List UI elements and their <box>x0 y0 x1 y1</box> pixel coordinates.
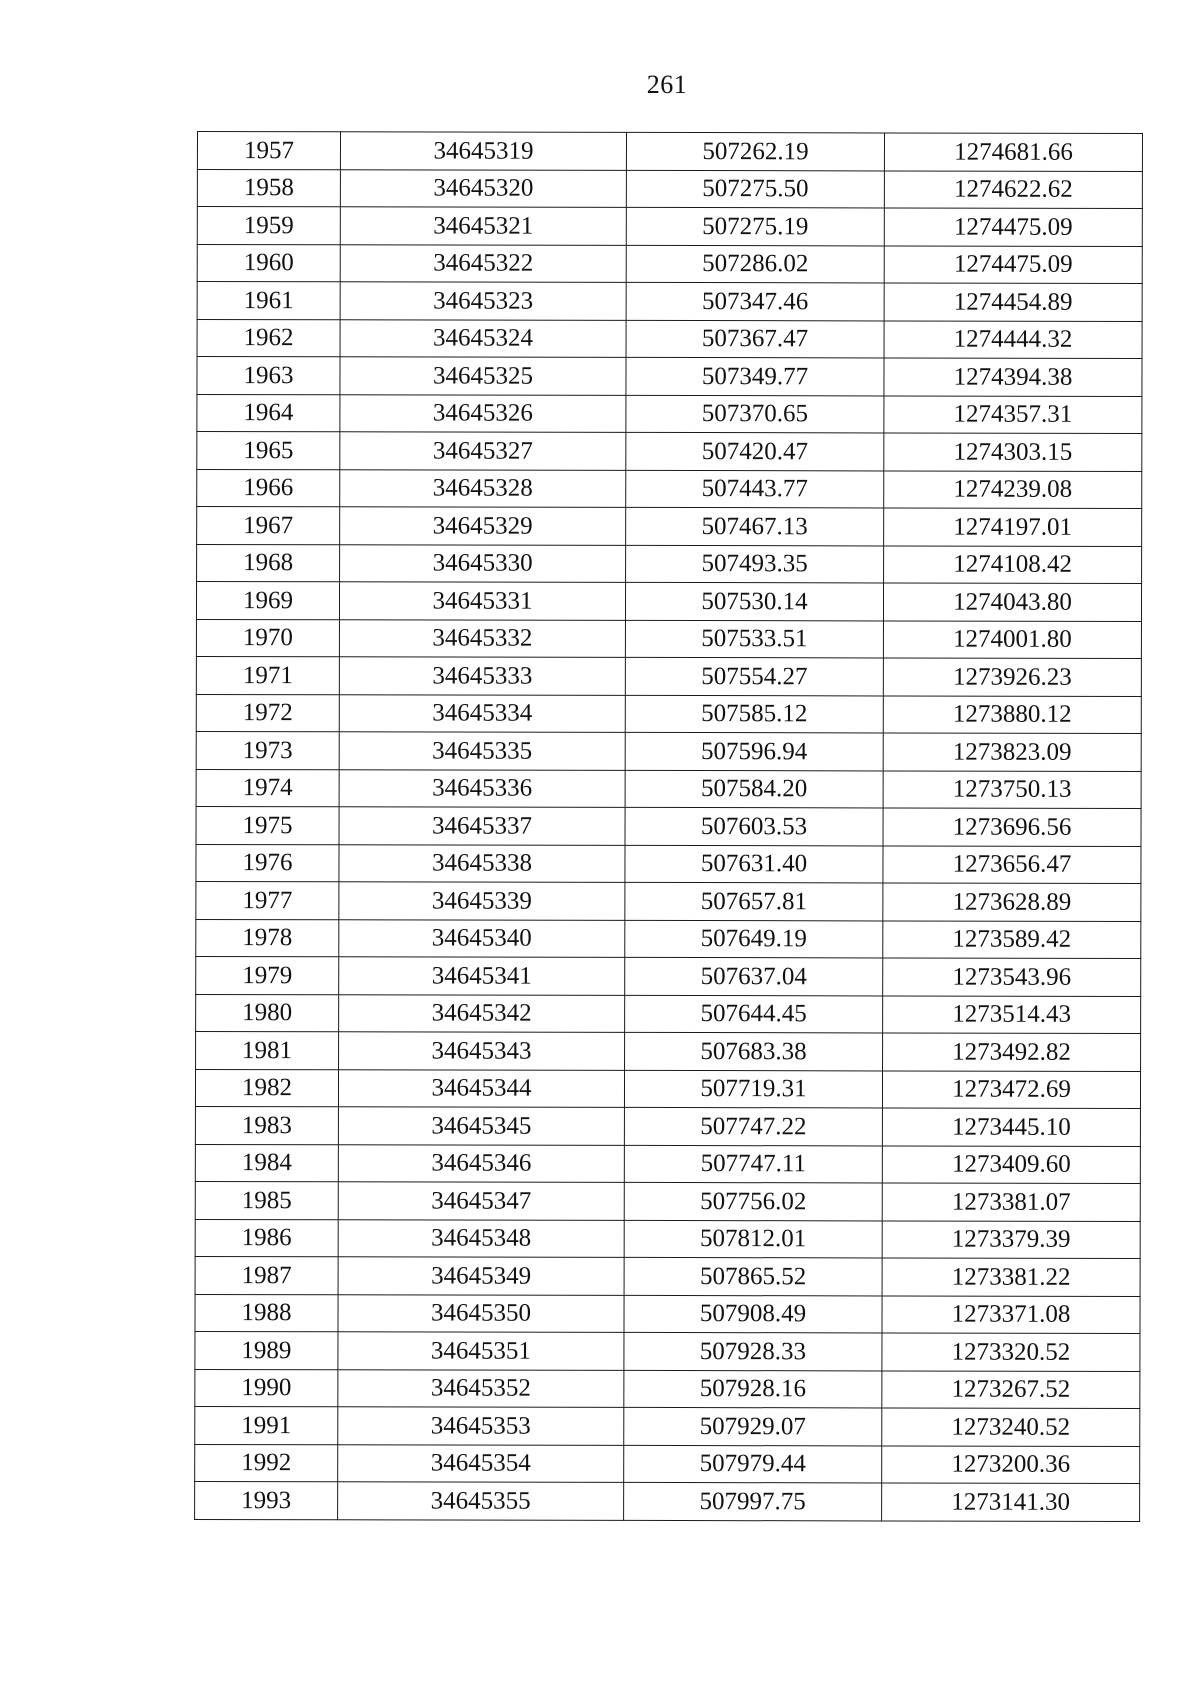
point-id-cell: 34645340 <box>339 919 625 957</box>
table-body <box>195 132 1143 1521</box>
x-coordinate-cell: 507979.44 <box>624 1445 882 1483</box>
table-row <box>197 169 1142 208</box>
table-row <box>195 1181 1140 1220</box>
y-coordinate-cell: 1273200.36 <box>882 1445 1140 1483</box>
table-row <box>197 469 1142 508</box>
point-id-cell: 34645346 <box>338 1144 624 1182</box>
point-id-cell: 34645347 <box>338 1182 624 1220</box>
row-number-cell: 1980 <box>196 994 339 1032</box>
y-coordinate-cell: 1273696.56 <box>883 808 1141 846</box>
x-coordinate-cell: 507467.13 <box>626 507 884 545</box>
row-number-cell: 1964 <box>197 394 340 432</box>
x-coordinate-cell: 507554.27 <box>625 657 883 695</box>
point-id-cell: 34645335 <box>339 732 625 770</box>
row-number-cell: 1968 <box>197 544 340 582</box>
x-coordinate-cell: 507649.19 <box>625 920 883 958</box>
y-coordinate-cell: 1273589.42 <box>883 920 1141 958</box>
x-coordinate-cell: 507929.07 <box>624 1407 882 1445</box>
point-id-cell: 34645354 <box>338 1444 624 1482</box>
y-coordinate-cell: 1273267.52 <box>882 1370 1140 1408</box>
row-number-cell: 1959 <box>197 207 340 245</box>
point-id-cell: 34645330 <box>340 544 626 582</box>
y-coordinate-cell: 1274394.38 <box>884 358 1142 396</box>
table-row <box>196 731 1141 770</box>
x-coordinate-cell: 507644.45 <box>625 995 883 1033</box>
table-row <box>195 1444 1140 1483</box>
point-id-cell: 34645342 <box>339 994 625 1032</box>
point-id-cell: 34645327 <box>340 432 626 470</box>
row-number-cell: 1976 <box>196 844 339 882</box>
x-coordinate-cell: 507530.14 <box>625 582 883 620</box>
table-row <box>196 1031 1141 1070</box>
row-number-cell: 1971 <box>196 656 339 694</box>
x-coordinate-cell: 507683.38 <box>625 1032 883 1070</box>
table-row <box>195 1069 1140 1108</box>
y-coordinate-cell: 1273543.96 <box>883 958 1141 996</box>
y-coordinate-cell: 1273445.10 <box>882 1108 1140 1146</box>
point-id-cell: 34645323 <box>340 282 626 320</box>
point-id-cell: 34645338 <box>339 844 625 882</box>
x-coordinate-cell: 507928.16 <box>624 1370 882 1408</box>
row-number-cell: 1990 <box>195 1369 338 1407</box>
row-number-cell: 1986 <box>195 1219 338 1257</box>
point-id-cell: 34645351 <box>338 1332 624 1370</box>
x-coordinate-cell: 507756.02 <box>624 1182 882 1220</box>
point-id-cell: 34645348 <box>338 1219 624 1257</box>
table-row <box>197 132 1142 171</box>
table-row <box>196 582 1141 621</box>
x-coordinate-cell: 507603.53 <box>625 807 883 845</box>
point-id-cell: 34645337 <box>339 807 625 845</box>
row-number-cell: 1988 <box>195 1294 338 1332</box>
table-row <box>197 357 1142 396</box>
table-row <box>197 319 1142 358</box>
y-coordinate-cell: 1274303.15 <box>884 433 1142 471</box>
point-id-cell: 34645341 <box>339 957 625 995</box>
y-coordinate-cell: 1273409.60 <box>882 1145 1140 1183</box>
y-coordinate-cell: 1274239.08 <box>884 470 1142 508</box>
point-id-cell: 34645336 <box>339 769 625 807</box>
point-id-cell: 34645321 <box>340 207 626 245</box>
x-coordinate-cell: 507997.75 <box>624 1482 882 1520</box>
y-coordinate-cell: 1273141.30 <box>882 1483 1140 1521</box>
table-row <box>197 544 1142 583</box>
table-row <box>195 1256 1140 1295</box>
y-coordinate-cell: 1273656.47 <box>883 845 1141 883</box>
point-id-cell: 34645350 <box>338 1294 624 1332</box>
point-id-cell: 34645343 <box>339 1032 625 1070</box>
row-number-cell: 1991 <box>195 1406 338 1444</box>
point-id-cell: 34645319 <box>340 132 626 170</box>
row-number-cell: 1974 <box>196 769 339 807</box>
row-number-cell: 1970 <box>196 619 339 657</box>
row-number-cell: 1958 <box>197 169 340 207</box>
table-row <box>195 1106 1140 1145</box>
point-id-cell: 34645339 <box>339 882 625 920</box>
row-number-cell: 1979 <box>196 956 339 994</box>
table-row <box>195 1144 1140 1183</box>
y-coordinate-cell: 1273628.89 <box>883 883 1141 921</box>
y-coordinate-cell: 1273240.52 <box>882 1408 1140 1446</box>
y-coordinate-cell: 1274444.32 <box>884 320 1142 358</box>
table-row <box>197 207 1142 246</box>
table-row <box>195 1294 1140 1333</box>
table-row <box>197 282 1142 321</box>
row-number-cell: 1966 <box>197 469 340 507</box>
y-coordinate-cell: 1273381.22 <box>882 1258 1140 1296</box>
table-row <box>197 507 1142 546</box>
y-coordinate-cell: 1274681.66 <box>884 133 1142 171</box>
y-coordinate-cell: 1273492.82 <box>883 1033 1141 1071</box>
x-coordinate-cell: 507420.47 <box>626 432 884 470</box>
y-coordinate-cell: 1274108.42 <box>884 545 1142 583</box>
y-coordinate-cell: 1274622.62 <box>884 170 1142 208</box>
table-row <box>196 844 1141 883</box>
row-number-cell: 1978 <box>196 919 339 957</box>
x-coordinate-cell: 507584.20 <box>625 770 883 808</box>
point-id-cell: 34645328 <box>340 469 626 507</box>
point-id-cell: 34645332 <box>339 619 625 657</box>
row-number-cell: 1977 <box>196 881 339 919</box>
x-coordinate-cell: 507747.22 <box>624 1107 882 1145</box>
x-coordinate-cell: 507719.31 <box>624 1070 882 1108</box>
x-coordinate-cell: 507533.51 <box>625 620 883 658</box>
y-coordinate-cell: 1274197.01 <box>884 508 1142 546</box>
table-row <box>197 432 1142 471</box>
y-coordinate-cell: 1273381.07 <box>882 1183 1140 1221</box>
table-row <box>195 1331 1140 1370</box>
table-row <box>196 656 1141 695</box>
table-row <box>196 956 1141 995</box>
x-coordinate-cell: 507747.11 <box>624 1145 882 1183</box>
y-coordinate-cell: 1273371.08 <box>882 1295 1140 1333</box>
y-coordinate-cell: 1274357.31 <box>884 395 1142 433</box>
point-id-cell: 34645353 <box>338 1407 624 1445</box>
table-row <box>196 919 1141 958</box>
row-number-cell: 1967 <box>197 507 340 545</box>
y-coordinate-cell: 1274454.89 <box>884 283 1142 321</box>
x-coordinate-cell: 507657.81 <box>625 882 883 920</box>
point-id-cell: 34645355 <box>338 1482 624 1520</box>
row-number-cell: 1989 <box>195 1331 338 1369</box>
row-number-cell: 1962 <box>197 319 340 357</box>
row-number-cell: 1982 <box>195 1069 338 1107</box>
point-id-cell: 34645326 <box>340 394 626 432</box>
x-coordinate-cell: 507631.40 <box>625 845 883 883</box>
x-coordinate-cell: 507596.94 <box>625 732 883 770</box>
x-coordinate-cell: 507367.47 <box>626 320 884 358</box>
table-row <box>196 619 1141 658</box>
table-row <box>196 881 1141 920</box>
x-coordinate-cell: 507637.04 <box>625 957 883 995</box>
page-number: 261 <box>646 70 688 99</box>
table-row <box>197 244 1142 283</box>
point-id-cell: 34645322 <box>340 244 626 282</box>
y-coordinate-cell: 1273750.13 <box>883 770 1141 808</box>
x-coordinate-cell: 507585.12 <box>625 695 883 733</box>
y-coordinate-cell: 1273514.43 <box>883 995 1141 1033</box>
row-number-cell: 1981 <box>196 1031 339 1069</box>
x-coordinate-cell: 507349.77 <box>626 357 884 395</box>
point-id-cell: 34645334 <box>339 694 625 732</box>
row-number-cell: 1992 <box>195 1444 338 1482</box>
point-id-cell: 34645329 <box>340 507 626 545</box>
row-number-cell: 1960 <box>197 244 340 282</box>
x-coordinate-cell: 507865.52 <box>624 1257 882 1295</box>
x-coordinate-cell: 507908.49 <box>624 1295 882 1333</box>
table-row <box>195 1369 1140 1408</box>
row-number-cell: 1972 <box>196 694 339 732</box>
coordinates-table <box>194 131 1143 1521</box>
point-id-cell: 34645344 <box>338 1069 624 1107</box>
y-coordinate-cell: 1273379.39 <box>882 1220 1140 1258</box>
row-number-cell: 1965 <box>197 432 340 470</box>
point-id-cell: 34645352 <box>338 1369 624 1407</box>
row-number-cell: 1985 <box>195 1181 338 1219</box>
y-coordinate-cell: 1274043.80 <box>883 583 1141 621</box>
point-id-cell: 34645331 <box>339 582 625 620</box>
point-id-cell: 34645345 <box>338 1107 624 1145</box>
y-coordinate-cell: 1273472.69 <box>882 1070 1140 1108</box>
point-id-cell: 34645324 <box>340 319 626 357</box>
point-id-cell: 34645349 <box>338 1257 624 1295</box>
table-row <box>195 1481 1140 1520</box>
point-id-cell: 34645320 <box>340 169 626 207</box>
row-number-cell: 1975 <box>196 806 339 844</box>
table-row <box>196 694 1141 733</box>
x-coordinate-cell: 507812.01 <box>624 1220 882 1258</box>
row-number-cell: 1983 <box>195 1106 338 1144</box>
x-coordinate-cell: 507928.33 <box>624 1332 882 1370</box>
y-coordinate-cell: 1273880.12 <box>883 695 1141 733</box>
y-coordinate-cell: 1274475.09 <box>884 208 1142 246</box>
point-id-cell: 34645333 <box>339 657 625 695</box>
x-coordinate-cell: 507262.19 <box>626 132 884 170</box>
x-coordinate-cell: 507347.46 <box>626 282 884 320</box>
y-coordinate-cell: 1274475.09 <box>884 245 1142 283</box>
row-number-cell: 1969 <box>196 582 339 620</box>
row-number-cell: 1963 <box>197 357 340 395</box>
y-coordinate-cell: 1273926.23 <box>883 658 1141 696</box>
point-id-cell: 34645325 <box>340 357 626 395</box>
row-number-cell: 1973 <box>196 731 339 769</box>
row-number-cell: 1987 <box>195 1256 338 1294</box>
table-row <box>196 806 1141 845</box>
table-row <box>195 1219 1140 1258</box>
table-row <box>196 769 1141 808</box>
y-coordinate-cell: 1274001.80 <box>883 620 1141 658</box>
row-number-cell: 1984 <box>195 1144 338 1182</box>
x-coordinate-cell: 507275.50 <box>626 170 884 208</box>
table-row <box>197 394 1142 433</box>
y-coordinate-cell: 1273320.52 <box>882 1333 1140 1371</box>
row-number-cell: 1993 <box>195 1481 338 1519</box>
x-coordinate-cell: 507493.35 <box>626 545 884 583</box>
x-coordinate-cell: 507443.77 <box>626 470 884 508</box>
x-coordinate-cell: 507286.02 <box>626 245 884 283</box>
row-number-cell: 1961 <box>197 282 340 320</box>
table-row <box>196 994 1141 1033</box>
x-coordinate-cell: 507370.65 <box>626 395 884 433</box>
y-coordinate-cell: 1273823.09 <box>883 733 1141 771</box>
table-row <box>195 1406 1140 1445</box>
row-number-cell: 1957 <box>197 132 340 170</box>
x-coordinate-cell: 507275.19 <box>626 207 884 245</box>
